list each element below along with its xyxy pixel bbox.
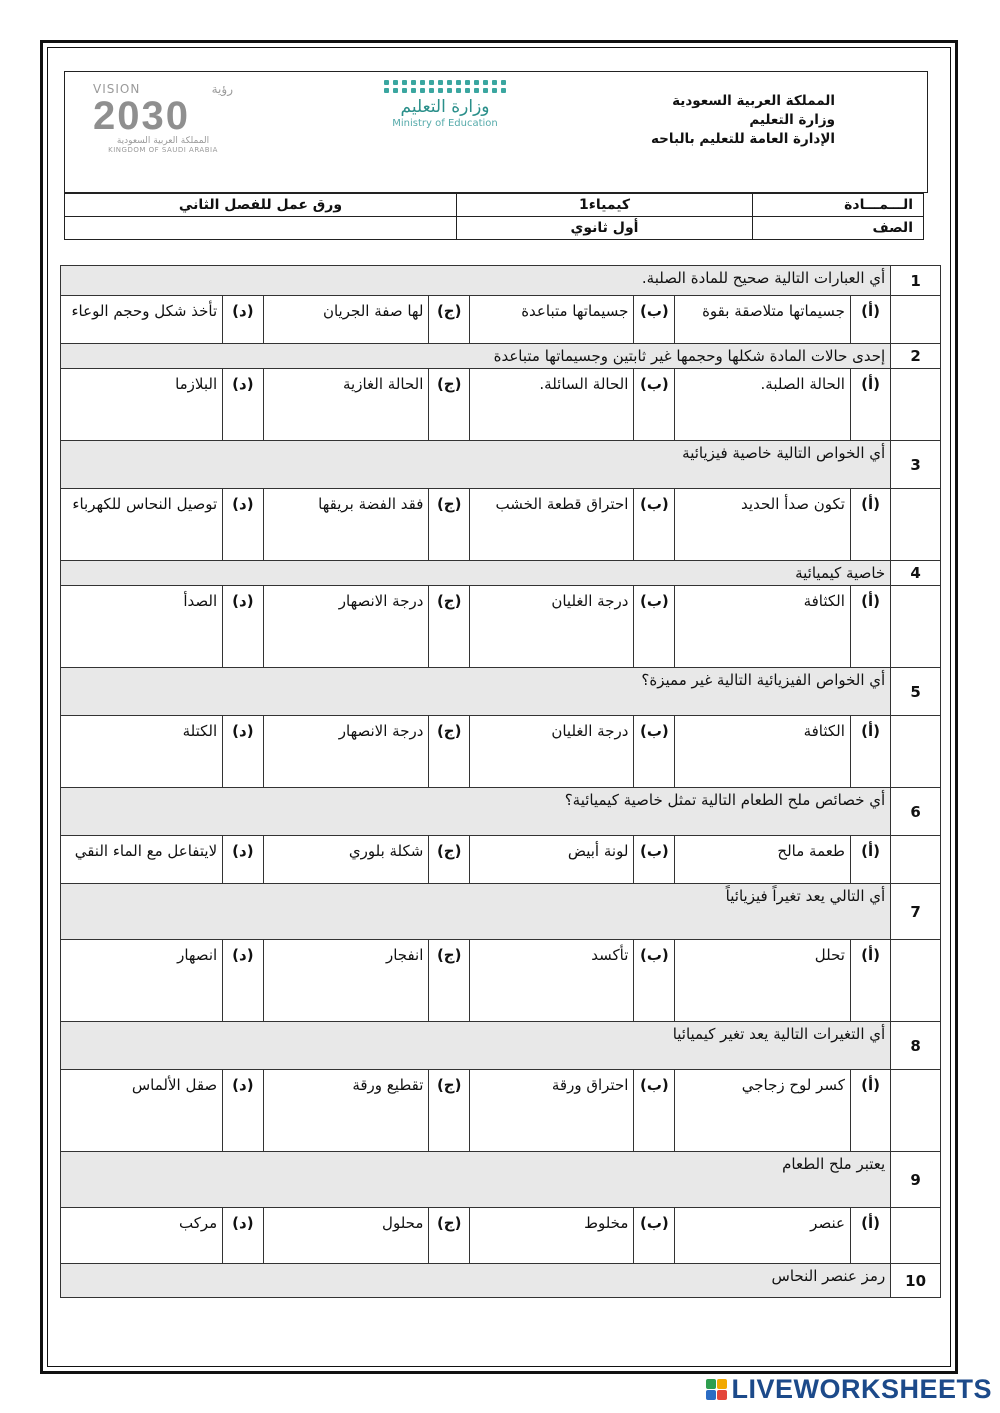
options-row [61,369,941,441]
dot-mark [393,80,398,85]
option-letter: (د) [223,1070,263,1152]
question-number: 5 [891,668,941,716]
options-spacer [891,489,941,561]
question-number: 1 [891,266,941,296]
answer-option[interactable]: جسيماتها متلاصقة بقوة [675,296,851,344]
options-spacer [891,716,941,788]
answer-option[interactable]: انفجار [263,940,429,1022]
options-spacer [891,940,941,1022]
dot-mark [501,88,506,93]
options-row [61,586,941,668]
question-number: 2 [891,344,941,369]
vision-kingdom-en: KINGDOM OF SAUDI ARABIA [108,146,218,154]
options-row [61,1208,941,1264]
question-number: 3 [891,441,941,489]
subject-info-table [64,193,924,240]
vision-year: 2030 [93,94,190,138]
answer-option[interactable]: محلول [263,1208,429,1264]
dot-mark [402,80,407,85]
option-letter: (ج) [429,1208,470,1264]
vision-label-ar: رؤية [211,82,233,96]
liveworksheets-logo-icon [706,1379,727,1400]
option-letter: (د) [223,369,263,441]
dot-mark [411,88,416,93]
answer-option[interactable]: درجة الانصهار [263,716,429,788]
question-row [61,266,941,296]
gov-line-1: المملكة العربية السعودية [672,93,835,109]
question-text: أي الخواص الفيزيائية التالية غير مميزة؟ [61,668,891,716]
option-letter: (ج) [429,296,470,344]
vision-label-en: VISION [93,82,141,96]
dot-mark [393,88,398,93]
option-letter: (ج) [429,1070,470,1152]
answer-option[interactable]: درجة الانصهار [263,586,429,668]
question-row [61,884,941,940]
gov-line-2: وزارة التعليم [749,112,835,128]
option-letter: (ب) [634,1208,675,1264]
options-spacer [891,1208,941,1264]
question-row [61,441,941,489]
answer-option[interactable]: لونة أبيض [470,836,634,884]
answer-option[interactable]: البلازما [61,369,223,441]
answer-option[interactable]: جسيماتها متباعدة [470,296,634,344]
option-letter: (أ) [850,296,890,344]
answer-option[interactable]: توصيل النحاس للكهرباء [61,489,223,561]
answer-option[interactable]: الكتلة [61,716,223,788]
question-text: يعتبر ملح الطعام [61,1152,891,1208]
answer-option[interactable]: لايتفاعل مع الماء النقي [61,836,223,884]
questions-table [60,265,941,1298]
dot-mark [384,88,389,93]
question-number: 8 [891,1022,941,1070]
answer-option[interactable]: طعمة مالح [675,836,851,884]
answer-option[interactable]: مخلوط [470,1208,634,1264]
option-letter: (ب) [634,296,675,344]
option-letter: (ج) [429,940,470,1022]
answer-option[interactable]: عنصر [675,1208,851,1264]
option-letter: (ب) [634,940,675,1022]
option-letter: (ب) [634,369,675,441]
grade-value: أول ثانوي [457,217,753,240]
question-row [61,1152,941,1208]
question-text: أي التغيرات التالية يعد تغير كيميائيا [61,1022,891,1070]
answer-option[interactable]: درجة الغليان [470,586,634,668]
question-row [61,561,941,586]
options-row [61,716,941,788]
option-letter: (أ) [850,1070,890,1152]
question-number: 7 [891,884,941,940]
option-letter: (أ) [850,836,890,884]
liveworksheets-watermark [706,1374,992,1405]
answer-option[interactable]: الكثافة [675,586,851,668]
ministry-name-en: Ministry of Education [392,118,498,129]
answer-option[interactable]: مركب [61,1208,223,1264]
answer-option[interactable]: احتراق ورقة [470,1070,634,1152]
option-letter: (د) [223,1208,263,1264]
liveworksheets-wordmark: LIVEWORKSHEETS [731,1374,992,1404]
ministry-name-ar: وزارة التعليم [400,97,490,117]
options-spacer [891,296,941,344]
government-title [575,92,835,149]
answer-option[interactable]: درجة الغليان [470,716,634,788]
option-letter: (ب) [634,716,675,788]
answer-option[interactable]: احتراق قطعة الخشب [470,489,634,561]
answer-option[interactable]: انصهار [61,940,223,1022]
dot-mark [483,88,488,93]
options-spacer [891,836,941,884]
question-row [61,788,941,836]
dot-mark [474,88,479,93]
answer-option[interactable]: تأكسد [470,940,634,1022]
option-letter: (ب) [634,836,675,884]
option-letter: (أ) [850,369,890,441]
options-row [61,836,941,884]
question-text: أي خصائص ملح الطعام التالية تمثل خاصية كيميائية؟ [61,788,891,836]
dot-mark [483,80,488,85]
question-row [61,668,941,716]
dot-mark [465,80,470,85]
dot-mark [492,80,497,85]
subject-value: كيمياء1 [457,194,753,217]
info-empty-cell [65,217,457,240]
dot-mark [456,88,461,93]
option-letter: (ج) [429,836,470,884]
answer-option[interactable]: لها صفة الجريان [263,296,429,344]
option-letter: (ج) [429,369,470,441]
dot-mark [465,88,470,93]
dot-mark [474,80,479,85]
dot-mark [447,88,452,93]
dot-mark [438,88,443,93]
option-letter: (أ) [850,716,890,788]
question-row [61,344,941,369]
option-letter: (ج) [429,586,470,668]
vision-2030-logo [93,82,233,154]
answer-option[interactable]: تأخذ شكل وحجم الوعاء [61,296,223,344]
ministry-dots-icon [375,80,515,93]
options-spacer [891,1070,941,1152]
question-row [61,1022,941,1070]
dot-mark [456,80,461,85]
vision-kingdom-ar: المملكة العربية السعودية [116,136,210,146]
option-letter: (د) [223,836,263,884]
option-letter: (ج) [429,489,470,561]
option-letter: (ب) [634,1070,675,1152]
subject-label: الـــمـــادة [753,194,924,217]
options-row [61,489,941,561]
answer-option[interactable]: صقل الألماس [61,1070,223,1152]
answer-option[interactable]: تقطيع ورقة [263,1070,429,1152]
header-box [64,71,928,193]
question-text: رمز عنصر النحاس [61,1264,891,1298]
answer-option[interactable]: الكثافة [675,716,851,788]
answer-option[interactable]: الحالة الغازية [263,369,429,441]
question-row [61,1264,941,1298]
question-number: 9 [891,1152,941,1208]
option-letter: (أ) [850,940,890,1022]
option-letter: (ب) [634,489,675,561]
option-letter: (ب) [634,586,675,668]
question-text: أي التالي يعد تغيراً فيزيائياً [61,884,891,940]
answer-option[interactable]: كسر لوح زجاجي [675,1070,851,1152]
options-row [61,1070,941,1152]
answer-option[interactable]: الصدأ [61,586,223,668]
dot-mark [501,80,506,85]
dot-mark [438,80,443,85]
option-letter: (د) [223,716,263,788]
question-text: إحدى حالات المادة شكلها وحجمها غير ثابتين وجسيماتها متباعدة [61,344,891,369]
question-text: أي الخواص التالية خاصية فيزيائية [61,441,891,489]
answer-option[interactable]: تكون صدأ الحديد [675,489,851,561]
answer-option[interactable]: الحالة الصلبة. [675,369,851,441]
options-row [61,296,941,344]
dot-mark [420,88,425,93]
answer-option[interactable]: فقد الفضة بريقها [263,489,429,561]
dot-mark [420,80,425,85]
options-row [61,940,941,1022]
option-letter: (أ) [850,586,890,668]
question-number: 4 [891,561,941,586]
answer-option[interactable]: شكلة بلوري [263,836,429,884]
option-letter: (د) [223,940,263,1022]
option-letter: (د) [223,586,263,668]
question-number: 6 [891,788,941,836]
dot-mark [447,80,452,85]
dot-mark [492,88,497,93]
option-letter: (د) [223,296,263,344]
question-text: خاصية كيميائية [61,561,891,586]
question-text: أي العبارات التالية صحيح للمادة الصلبة. [61,266,891,296]
question-number: 10 [891,1264,941,1298]
option-letter: (أ) [850,1208,890,1264]
dot-mark [429,80,434,85]
option-letter: (د) [223,489,263,561]
options-spacer [891,369,941,441]
option-letter: (أ) [850,489,890,561]
grade-label: الصف [753,217,924,240]
dot-mark [411,80,416,85]
option-letter: (ج) [429,716,470,788]
answer-option[interactable]: الحالة السائلة. [470,369,634,441]
answer-option[interactable]: تحلل [675,940,851,1022]
dot-mark [429,88,434,93]
dot-mark [384,80,389,85]
gov-line-3: الإدارة العامة للتعليم بالباحه [650,131,835,147]
dot-mark [402,88,407,93]
options-spacer [891,586,941,668]
worksheet-title: ورق عمل للفصل الثاني [65,194,457,217]
ministry-logo [375,80,515,129]
